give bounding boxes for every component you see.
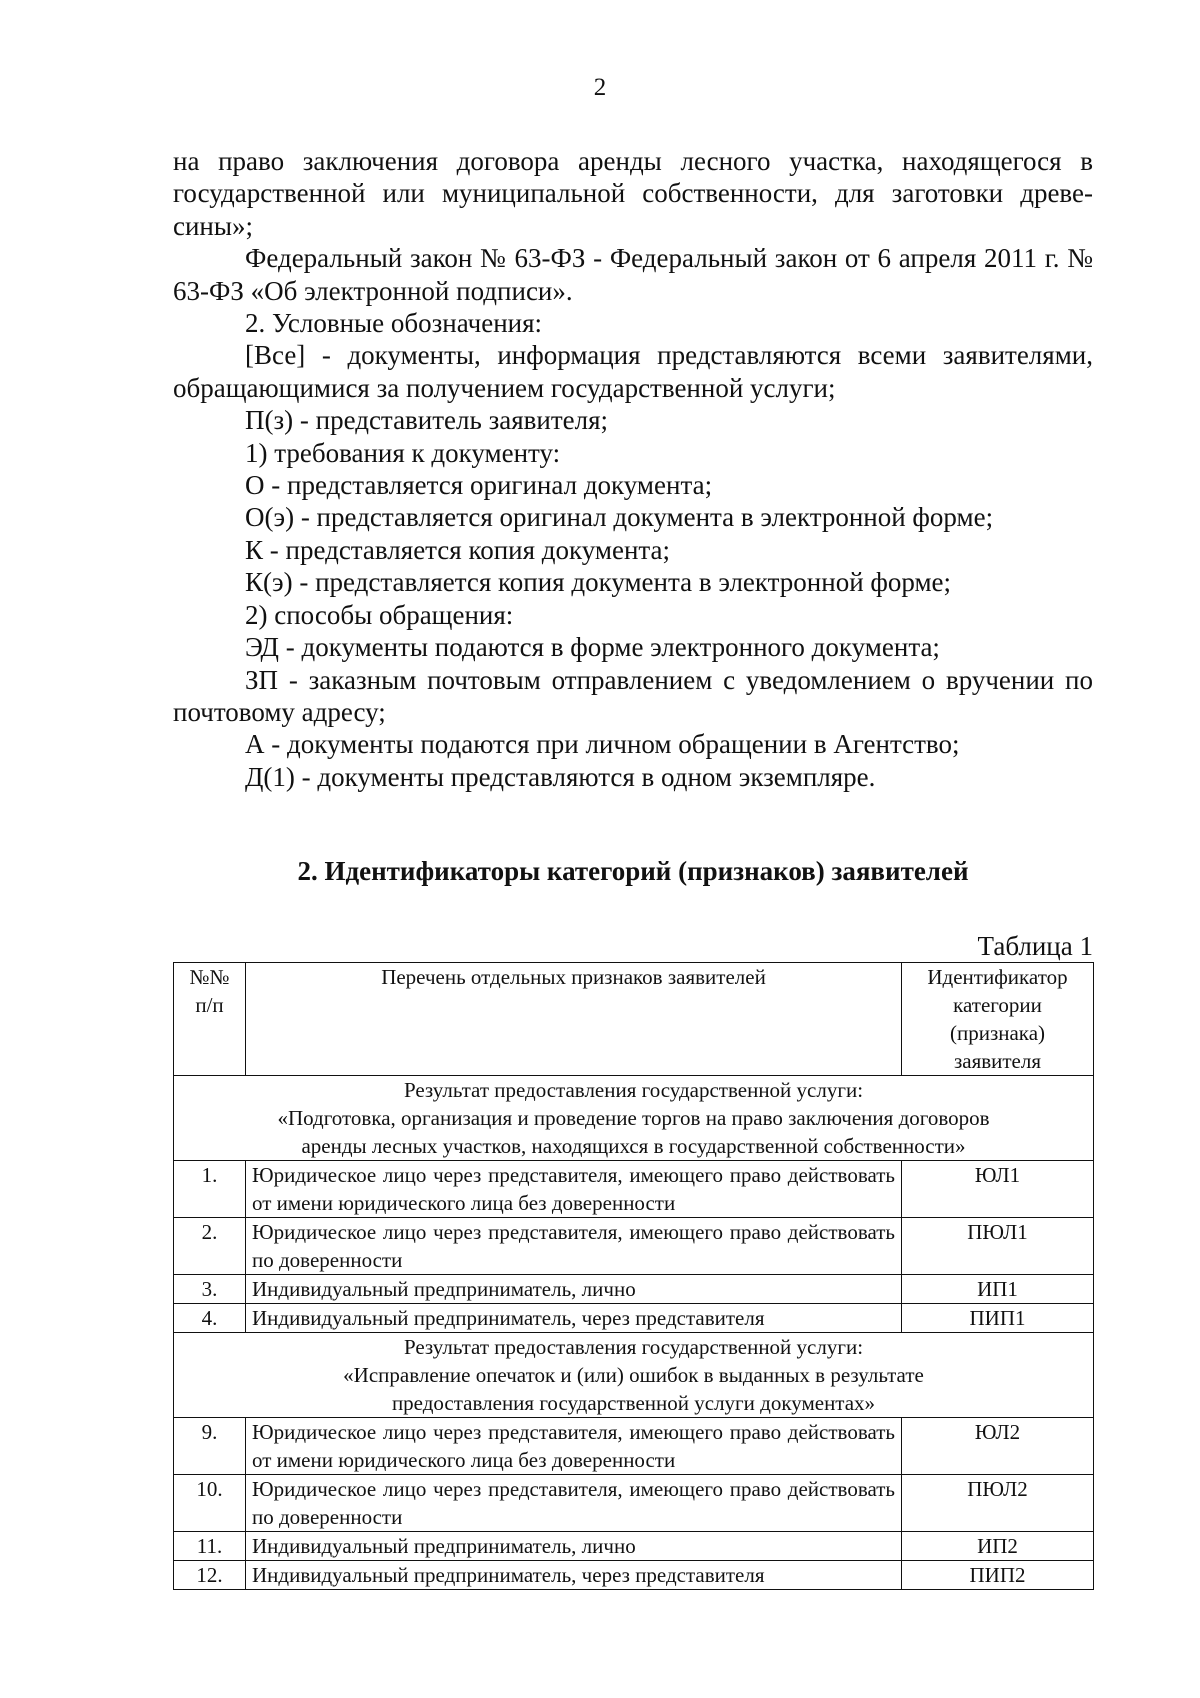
table-row xyxy=(174,1161,1094,1218)
paragraph-notation-heading: 2. Условные обозначения: xyxy=(245,308,543,339)
row-identifier: ПИП1 xyxy=(902,1304,1094,1333)
header-description: Перечень отдельных признаков заявителей xyxy=(246,963,902,1076)
body-text xyxy=(173,145,1093,793)
table-row xyxy=(174,1275,1094,1304)
paragraph-notation-copy: К - представляется копия документа; xyxy=(245,534,671,565)
row-number: 3. xyxy=(174,1275,246,1304)
row-description: Индивидуальный предприниматель, лично xyxy=(246,1532,902,1561)
row-description: Юридическое лицо через представителя, имеющего право действовать от имени юридического лица без доверенности xyxy=(246,1161,902,1218)
row-identifier: ПИП2 xyxy=(902,1561,1094,1590)
row-description: Юридическое лицо через представителя, имеющего право действовать по доверенности xyxy=(246,1218,902,1275)
paragraph-notation-registered-mail: ЗП - заказным почтовым отправлением с уведомлением о вручении по почтовому адресу; xyxy=(173,664,1093,727)
row-identifier: ИП1 xyxy=(902,1275,1094,1304)
paragraph-document-requirements: 1) требования к документу: xyxy=(245,437,561,468)
paragraph-notation-original-electronic: О(э) - представляется оригинал документа в электронной форме; xyxy=(245,502,994,533)
group-title-corrections: Результат предоставления государственной услуги: «Исправление опечаток и (или) ошибок в выданных в результате предоставления государственной услуги документах» xyxy=(174,1333,1094,1418)
table-header-row xyxy=(174,963,1094,1076)
table-caption: Таблица 1 xyxy=(977,931,1093,961)
row-identifier: ПЮЛ2 xyxy=(902,1475,1094,1532)
paragraph-notation-all: [Все] - документы, информация представляются всеми заявителями, обращающимися за получением государственной услуги; xyxy=(173,340,1093,403)
row-description: Индивидуальный предприниматель, лично xyxy=(246,1275,902,1304)
row-description: Индивидуальный предприниматель, через представителя xyxy=(246,1561,902,1590)
table-row xyxy=(174,1475,1094,1532)
header-number: №№ п/п xyxy=(174,963,246,1076)
paragraph-notation-in-person: А - документы подаются при личном обращении в Агентство; xyxy=(245,729,960,760)
row-number: 11. xyxy=(174,1532,246,1561)
row-description: Юридическое лицо через представителя, имеющего право действовать от имени юридического лица без доверенности xyxy=(246,1418,902,1475)
table-row xyxy=(174,1532,1094,1561)
page-number: 2 xyxy=(593,74,607,101)
paragraph-submission-methods: 2) способы обращения: xyxy=(245,599,514,630)
paragraph-federal-law: Федеральный закон № 63-ФЗ - Федеральный закон от 6 апреля 2011 г. № 63-ФЗ «Об электронной подписи». xyxy=(173,243,1093,306)
table-row xyxy=(174,1418,1094,1475)
row-description: Индивидуальный предприниматель, через представителя xyxy=(246,1304,902,1333)
paragraph-notation-single-copy: Д(1) - документы представляются в одном экземпляре. xyxy=(245,761,876,792)
row-identifier: ИП2 xyxy=(902,1532,1094,1561)
table-group-row xyxy=(174,1076,1094,1161)
table-row xyxy=(174,1304,1094,1333)
header-identifier: Идентификатор категории (признака) заявителя xyxy=(902,963,1094,1076)
row-description: Юридическое лицо через представителя, имеющего право действовать по доверенности xyxy=(246,1475,902,1532)
group-title-auction: Результат предоставления государственной услуги: «Подготовка, организация и проведение торгов на право заключения договоров аренды лесных участков, находящихся в государственной собственности» xyxy=(174,1076,1094,1161)
row-identifier: ПЮЛ1 xyxy=(902,1218,1094,1275)
row-number: 4. xyxy=(174,1304,246,1333)
applicant-identifiers-table xyxy=(173,962,1094,1590)
paragraph-notation-original: О - представляется оригинал документа; xyxy=(245,470,713,501)
row-number: 1. xyxy=(174,1161,246,1218)
row-number: 2. xyxy=(174,1218,246,1275)
table-group-row xyxy=(174,1333,1094,1418)
row-number: 10. xyxy=(174,1475,246,1532)
paragraph-notation-copy-electronic: К(э) - представляется копия документа в электронной форме; xyxy=(245,567,952,598)
paragraph-notation-representative: П(з) - представитель заявителя; xyxy=(245,405,609,436)
paragraph-continuation: на право заключения договора аренды лесного участка, находящегося в государственной или муниципальной собственности, для заготовки древе-​сины»; xyxy=(173,146,1093,241)
paragraph-notation-electronic-doc: ЭД - документы подаются в форме электронного документа; xyxy=(245,632,940,663)
table-row xyxy=(174,1218,1094,1275)
row-identifier: ЮЛ1 xyxy=(902,1161,1094,1218)
row-number: 12. xyxy=(174,1561,246,1590)
row-number: 9. xyxy=(174,1418,246,1475)
table-row xyxy=(174,1561,1094,1590)
section-title: 2. Идентификаторы категорий (признаков) заявителей xyxy=(297,856,969,886)
row-identifier: ЮЛ2 xyxy=(902,1418,1094,1475)
